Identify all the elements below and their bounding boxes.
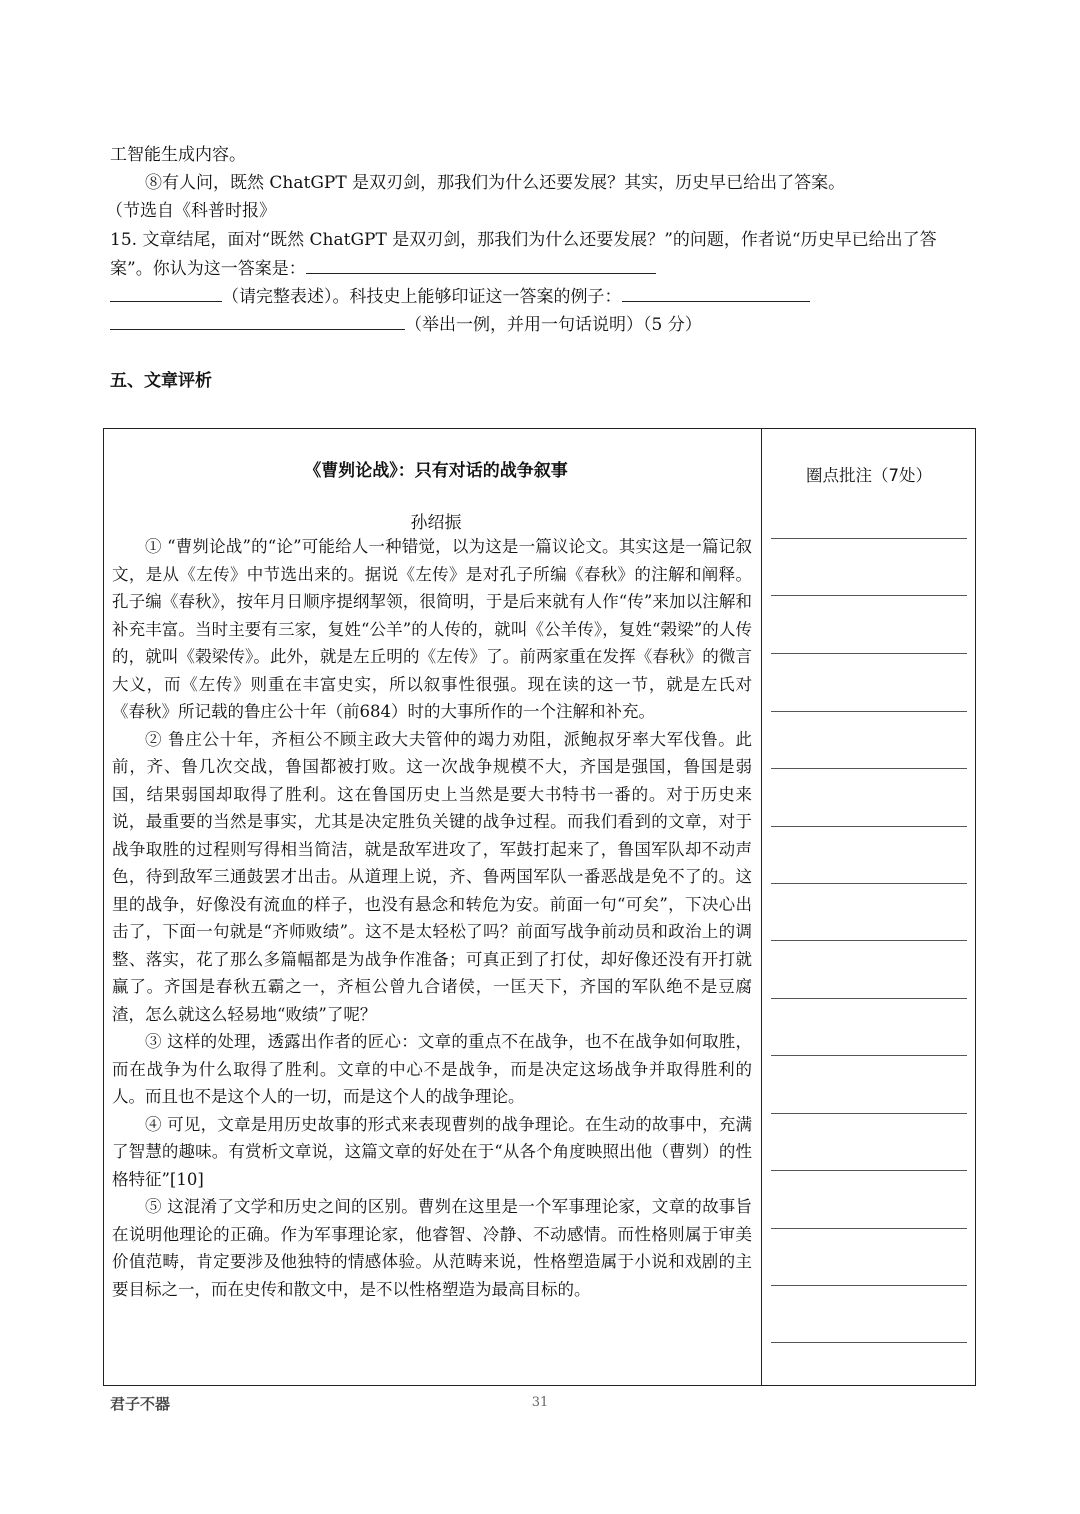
answer-blank-4[interactable] — [110, 311, 405, 330]
source-citation: （节选自《科普时报》 — [106, 201, 276, 221]
answer-blank-2[interactable] — [110, 283, 222, 302]
question-15-prompt: 案”。你认为这一答案是： — [110, 259, 306, 279]
question-15-line3 — [110, 283, 980, 311]
article-paragraph-3: ③ 这样的处理，透露出作者的匠心：文章的重点不在战争，也不在战争如何取胜，而在战争为什么取得了胜利。文章的中心不是战争，而是决定这场战争并取得胜利的人。而且也不是这个人的一切，而是这个人的战争理论。 — [112, 1032, 752, 1106]
annotation-line[interactable] — [771, 1170, 967, 1171]
annotation-line[interactable] — [771, 1228, 967, 1229]
question-15-text: 15. 文章结尾，面对“既然 ChatGPT 是双刃剑，那我们为什么还要发展？”的问题，作者说“历史早已给出了答 — [110, 230, 937, 250]
continuation-line: 工智能生成内容。 — [110, 145, 246, 165]
article-paragraph-5: ⑤ 这混淆了文学和历史之间的区别。曹刿在这里是一个军事理论家，文章的故事旨在说明他理论的正确。作为军事理论家，他睿智、冷静、不动感情。而性格则属于审美价值范畴，肯定要涉及他独特的情感体验。从范畴来说，性格塑造属于小说和戏剧的主要目标之一，而在史传和散文中，是不以性格塑造为最高目标的。 — [112, 1197, 752, 1299]
annotation-line[interactable] — [771, 1342, 967, 1343]
footer-motto: 君子不器 — [110, 1395, 171, 1413]
question-15-line4 — [110, 311, 980, 339]
page-number: 31 — [531, 1395, 549, 1410]
article-title: 《曹刿论战》：只有对话的战争叙事 — [304, 461, 568, 481]
column-divider — [761, 428, 762, 1386]
question-15-instruction: （举出一例，并用一句话说明）（5 分） — [405, 315, 702, 335]
article-body — [112, 533, 752, 1303]
article-paragraph-4: ④ 可见，文章是用历史故事的形式来表现曹刿的战争理论。在生动的故事中，充满了智慧的趣味。有赏析文章说，这篇文章的好处在于“从各个角度映照出他（曹刿）的性格特征”[10] — [112, 1114, 752, 1189]
annotation-line[interactable] — [771, 940, 967, 941]
article-paragraph-2: ② 鲁庄公十年，齐桓公不顾主政大夫管仲的竭力劝阻，派鲍叔牙率大军伐鲁。此前，齐、鲁几次交战，鲁国都被打败。这一次战争规模不大，齐国是强国，鲁国是弱国，结果弱国却取得了胜利。这在鲁国历史上当然是要大书特书一番的。对于历史来说，最重要的当然是事实，尤其是决定胜负关键的战争过程。而我们看到的文章，对于战争取胜的过程则写得相当简洁，就是敌军进攻了，军鼓打起来了，鲁国军队却不动声色，待到敌军三通鼓罢才出击。从道理上说，齐、鲁两国军队一番恶战是免不了的。这里的战争，好像没有流血的样子，也没有悬念和转危为安。前面一句“可矣”，下决心出击了，下面一句就是“齐师败绩”。这不是太轻松了吗？前面写战争前动员和政治上的调整、落实，花了那么多篇幅都是为战争作准备；可真正到了打仗，却好像还没有开打就赢了。齐国是春秋五霸之一，齐桓公曾九合诸侯，一匡天下，齐国的军队绝不是豆腐渣，怎么就这么轻易地“败绩”了呢？ — [112, 729, 752, 1024]
annotation-line[interactable] — [771, 1113, 967, 1114]
question-15-example-prompt: （请完整表述）。科技史上能够印证这一答案的例子： — [222, 287, 622, 307]
annotation-line[interactable] — [771, 998, 967, 999]
annotation-line[interactable] — [771, 711, 967, 712]
annotation-line[interactable] — [771, 1285, 967, 1286]
paragraph-8: ⑧有人问，既然 ChatGPT 是双刃剑，那我们为什么还要发展？其实，历史早已给出了答案。 — [145, 173, 846, 193]
annotation-line[interactable] — [771, 595, 967, 596]
annotation-line[interactable] — [771, 768, 967, 769]
annotation-line[interactable] — [771, 653, 967, 654]
annotation-line[interactable] — [771, 1055, 967, 1056]
annotation-line[interactable] — [771, 826, 967, 827]
answer-blank-3[interactable] — [622, 283, 810, 302]
question-15-line2 — [110, 255, 980, 283]
section-heading: 五、文章评析 — [110, 371, 212, 391]
article-paragraph-1: ① “曹刿论战”的“论”可能给人一种错觉，以为这是一篇议论文。其实这是一篇记叙文，是从《左传》中节选出来的。据说《左传》是对孔子所编《春秋》的注解和阐释。孔子编《春秋》，按年月日顺序提纲挈领，很简明，于是后来就有人作“传”来加以注解和补充丰富。当时主要有三家，复姓“公羊”的人传的，就叫《公羊传》，复姓“榖梁”的人传的，就叫《榖梁传》。此外，就是左丘明的《左传》了。前两家重在发挥《春秋》的微言大义，而《左传》则重在丰富史实，所以叙事性很强。现在读的这一节，就是左氏对《春秋》所记载的鲁庄公十年（前684）时的大事所作的一个注解和补充。 — [112, 537, 752, 721]
annotation-header: 圈点批注（7处） — [806, 466, 932, 485]
article-author: 孙绍振 — [410, 513, 462, 533]
annotation-line[interactable] — [771, 883, 967, 884]
annotation-line[interactable] — [771, 538, 967, 539]
answer-blank-1[interactable] — [306, 255, 656, 274]
